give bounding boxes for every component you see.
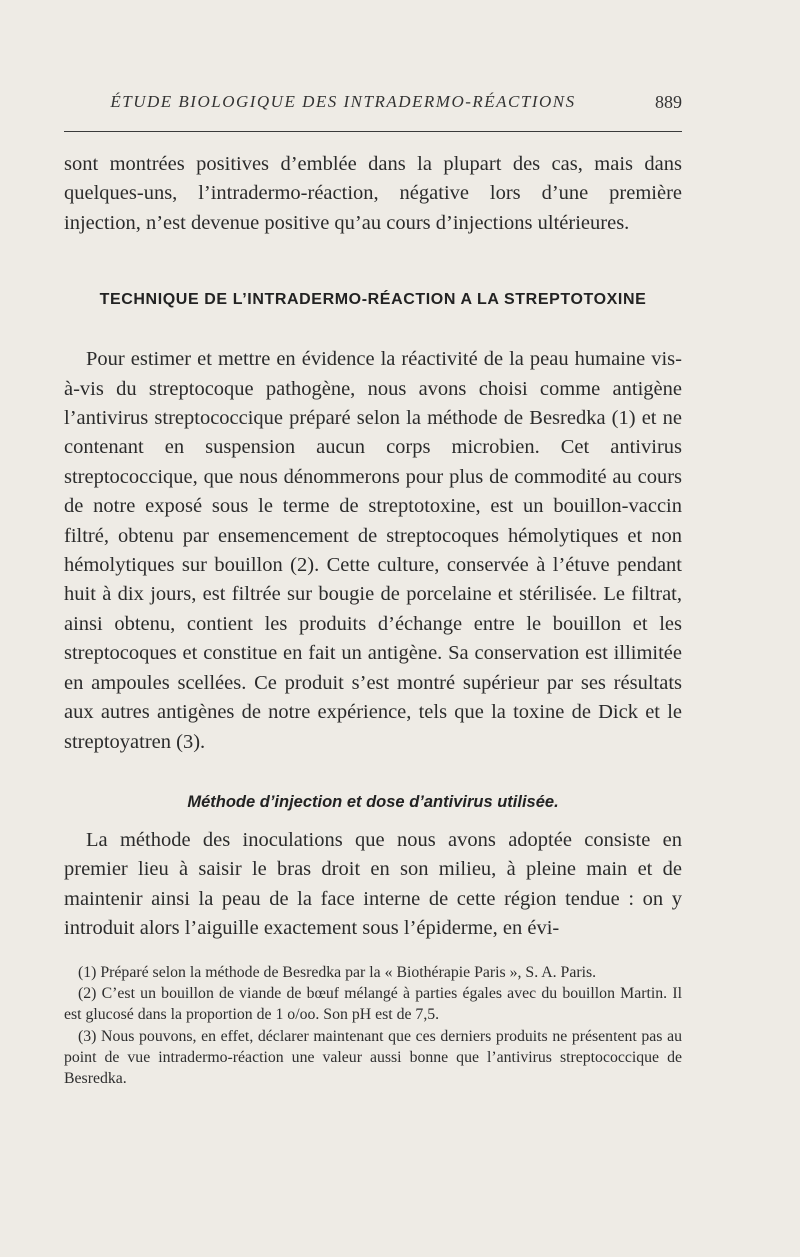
footnote-3: (3) Nous pouvons, en effet, déclarer maintenant que ces derniers produits ne présentent pas au point de vue intradermo-réaction une valeur aussi bonne que l’antivirus streptococcique de Besredka. [64, 1027, 682, 1088]
footnote-2: (2) C’est un bouillon de viande de bœuf mélangé à parties égales avec du bouillon Martin. Il est glucosé dans la proportion de 1 o/oo. Son pH est de 7,5. [64, 985, 682, 1024]
intro-paragraph: sont montrées positives d’emblée dans la plupart des cas, mais dans quelques-uns, l’intradermo-réaction, négative lors d’une première injection, n’est devenue positive qu’au cours d’injections ultérieures. [64, 153, 682, 234]
running-title: ÉTUDE BIOLOGIQUE DES INTRADERMO-RÉACTIONS [110, 92, 576, 111]
main-text [64, 150, 682, 944]
header-rule [64, 131, 682, 132]
sub-heading: Méthode d’injection et dose d’antivirus utilisée. [187, 792, 559, 811]
page-number: 889 [655, 92, 682, 112]
section-heading: TECHNIQUE DE L’INTRADERMO-RÉACTION A LA STREPTOTOXINE [99, 291, 647, 309]
footnotes [64, 962, 682, 1089]
footnote-1: (1) Préparé selon la méthode de Besredka par la « Biothérapie Paris », S. A. Paris. [78, 964, 597, 981]
running-head [64, 92, 682, 120]
technique-paragraph: Pour estimer et mettre en évidence la réactivité de la peau humaine vis-à-vis du streptocoque pathogène, nous avons choisi comme antigène l’antivirus streptococcique préparé selon la méthode de Besredka (1) et ne contenant en suspension aucun corps microbien. Cet antivirus streptococcique, que nous dénommerons pour plus de commodité au cours de notre exposé sous le terme de streptotoxine, est un bouillon-vaccin filtré, obtenu par ensemencement de streptocoques hémolytiques et non hémolytiques sur bouillon (2). Cette culture, conservée à l’étuve pendant huit à dix jours, est filtrée sur bougie de porcelaine et stérilisée. Le filtrat, ainsi obtenu, contient les produits d’échange entre le bouillon et les streptocoques et constitue en fait un antigène. Sa conservation est illimitée en ampoules scellées. Ce produit s’est montré supérieur par ses résultats aux autres antigènes de notre expérience, tels que la toxine de Dick et le streptoyatren (3). [64, 348, 682, 753]
method-paragraph: La méthode des inoculations que nous avons adoptée consiste en premier lieu à saisir le bras droit en son milieu, à pleine main et de maintenir ainsi la peau de la face interne de cette région tendue : on y introduit alors l’aiguille exactement sous l’épiderme, en évi- [64, 828, 682, 940]
